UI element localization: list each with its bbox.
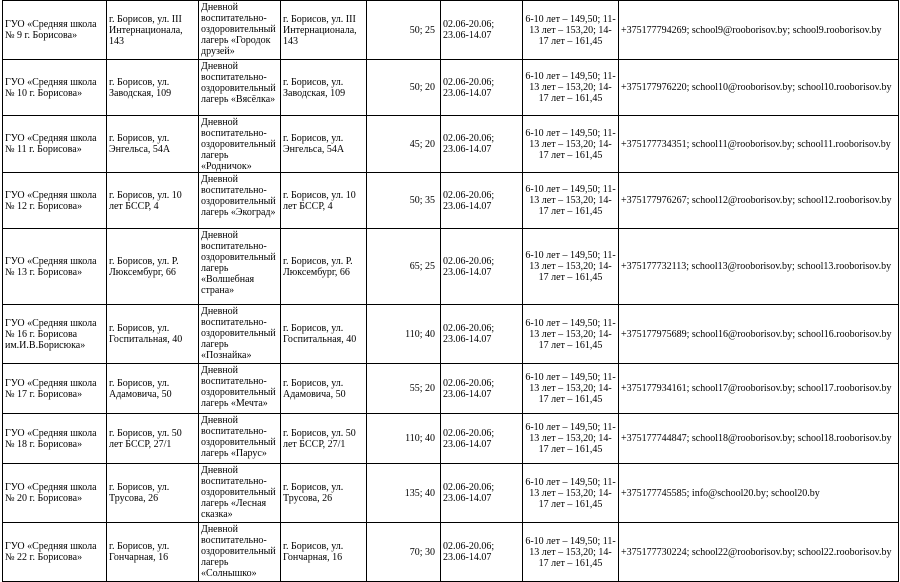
school-name-cell: ГУО «Средняя школа № 17 г. Борисова» [3,364,107,414]
camp-address-cell: г. Борисов, ул. Трусова, 26 [281,464,367,523]
prices-cell: 6-10 лет – 149,50; 11-13 лет – 153,20; 14-17 лет – 161,45 [523,116,619,173]
school-address-cell: г. Борисов, ул. Госпитальная, 40 [107,305,199,364]
contacts-cell: +375177744847; school18@rooborisov.by; school18.rooborisov.by [619,414,899,464]
school-name-cell: ГУО «Средняя школа № 22 г. Борисова» [3,523,107,582]
school-name-cell: ГУО «Средняя школа № 9 г. Борисова» [3,1,107,60]
prices-cell: 6-10 лет – 149,50; 11-13 лет – 153,20; 14-17 лет – 161,45 [523,1,619,60]
camp-name-cell: Дневной воспитательно-оздоровительный лагерь «Городок друзей» [199,1,281,60]
contacts-cell: +375177975689; school16@rooborisov.by; school16.rooborisov.by [619,305,899,364]
camp-address-cell: г. Борисов, ул. 10 лет БССР, 4 [281,173,367,229]
prices-cell: 6-10 лет – 149,50; 11-13 лет – 153,20; 14-17 лет – 161,45 [523,364,619,414]
school-address-cell: г. Борисов, ул. III Интернационала, 143 [107,1,199,60]
camp-name-cell: Дневной воспитательно-оздоровительный лагерь «Вясёлка» [199,60,281,116]
school-name-cell: ГУО «Средняя школа № 20 г. Борисова» [3,464,107,523]
dates-cell: 02.06-20.06; 23.06-14.07 [441,1,523,60]
camp-address-cell: г. Борисов, ул. Гончарная, 16 [281,523,367,582]
contacts-cell: +375177794269; school9@rooborisov.by; school9.rooborisov.by [619,1,899,60]
school-address-cell: г. Борисов, ул. Р. Люксембург, 66 [107,229,199,305]
school-name-cell: ГУО «Средняя школа № 12 г. Борисова» [3,173,107,229]
camp-address-cell: г. Борисов, ул. Заводская, 109 [281,60,367,116]
dates-cell: 02.06-20.06; 23.06-14.07 [441,60,523,116]
contacts-cell: +375177976220; school10@rooborisov.by; school10.rooborisov.by [619,60,899,116]
prices-cell: 6-10 лет – 149,50; 11-13 лет – 153,20; 14-17 лет – 161,45 [523,523,619,582]
camps-table [2,0,899,582]
prices-cell: 6-10 лет – 149,50; 11-13 лет – 153,20; 14-17 лет – 161,45 [523,173,619,229]
capacity-cell: 65; 25 [367,229,441,305]
table-row [3,523,899,582]
contacts-cell: +375177730224; school22@rooborisov.by; school22.rooborisov.by [619,523,899,582]
camp-address-cell: г. Борисов, ул. Госпитальная, 40 [281,305,367,364]
prices-cell: 6-10 лет – 149,50; 11-13 лет – 153,20; 14-17 лет – 161,45 [523,464,619,523]
camp-name-cell: Дневной воспитательно-оздоровительный лагерь «Мечта» [199,364,281,414]
capacity-cell: 110; 40 [367,305,441,364]
camp-address-cell: г. Борисов, ул. Р. Люксембург, 66 [281,229,367,305]
table-row [3,116,899,173]
camp-address-cell: г. Борисов, ул. Адамовича, 50 [281,364,367,414]
camp-address-cell: г. Борисов, ул. III Интернационала, 143 [281,1,367,60]
dates-cell: 02.06-20.06; 23.06-14.07 [441,414,523,464]
prices-cell: 6-10 лет – 149,50; 11-13 лет – 153,20; 14-17 лет – 161,45 [523,305,619,364]
school-name-cell: ГУО «Средняя школа № 16 г. Борисова им.И.В.Борисюка» [3,305,107,364]
capacity-cell: 55; 20 [367,364,441,414]
capacity-cell: 110; 40 [367,414,441,464]
table-row [3,464,899,523]
contacts-cell: +375177732113; school13@rooborisov.by; school13.rooborisov.by [619,229,899,305]
camp-name-cell: Дневной воспитательно-оздоровительный лагерь «Экоград» [199,173,281,229]
school-address-cell: г. Борисов, ул. Энгельса, 54А [107,116,199,173]
school-address-cell: г. Борисов, ул. 50 лет БССР, 27/1 [107,414,199,464]
camp-address-cell: г. Борисов, ул. 50 лет БССР, 27/1 [281,414,367,464]
camp-address-cell: г. Борисов, ул. Энгельса, 54А [281,116,367,173]
camp-name-cell: Дневной воспитательно-оздоровительный лагерь «Лесная сказка» [199,464,281,523]
table-row [3,1,899,60]
table-body [3,1,899,582]
capacity-cell: 50; 25 [367,1,441,60]
dates-cell: 02.06-20.06; 23.06-14.07 [441,116,523,173]
capacity-cell: 135; 40 [367,464,441,523]
school-address-cell: г. Борисов, ул. 10 лет БССР, 4 [107,173,199,229]
table-row [3,229,899,305]
camp-name-cell: Дневной воспитательно-оздоровительныйлагерь «Познайка» [199,305,281,364]
school-name-cell: ГУО «Средняя школа № 13 г. Борисова» [3,229,107,305]
dates-cell: 02.06-20.06; 23.06-14.07 [441,173,523,229]
table-row [3,414,899,464]
school-name-cell: ГУО «Средняя школа № 18 г. Борисова» [3,414,107,464]
contacts-cell: +375177734351; school11@rooborisov.by; school11.rooborisov.by [619,116,899,173]
capacity-cell: 45; 20 [367,116,441,173]
dates-cell: 02.06-20.06; 23.06-14.07 [441,229,523,305]
table-row [3,60,899,116]
dates-cell: 02.06-20.06; 23.06-14.07 [441,464,523,523]
dates-cell: 02.06-20.06; 23.06-14.07 [441,523,523,582]
camp-name-cell: Дневной воспитательно-оздоровительный лагерь «Волшебная страна» [199,229,281,305]
camp-name-cell: Дневной воспитательно-оздоровительный лагерь «Родничок» [199,116,281,173]
capacity-cell: 70; 30 [367,523,441,582]
school-name-cell: ГУО «Средняя школа № 11 г. Борисова» [3,116,107,173]
table-row [3,364,899,414]
camp-name-cell: Дневной воспитательно-оздоровительный лагерь «Парус» [199,414,281,464]
dates-cell: 02.06-20.06; 23.06-14.07 [441,305,523,364]
prices-cell: 6-10 лет – 149,50; 11-13 лет – 153,20; 14-17 лет – 161,45 [523,229,619,305]
dates-cell: 02.06-20.06; 23.06-14.07 [441,364,523,414]
capacity-cell: 50; 35 [367,173,441,229]
contacts-cell: +375177745585; info@school20.by; school20.by [619,464,899,523]
school-name-cell: ГУО «Средняя школа № 10 г. Борисова» [3,60,107,116]
school-address-cell: г. Борисов, ул. Адамовича, 50 [107,364,199,414]
school-address-cell: г. Борисов, ул. Гончарная, 16 [107,523,199,582]
school-address-cell: г. Борисов, ул. Трусова, 26 [107,464,199,523]
prices-cell: 6-10 лет – 149,50; 11-13 лет – 153,20; 14-17 лет – 161,45 [523,60,619,116]
contacts-cell: +375177976267; school12@rooborisov.by; school12.rooborisov.by [619,173,899,229]
capacity-cell: 50; 20 [367,60,441,116]
table-row [3,173,899,229]
table-row [3,305,899,364]
camp-name-cell: Дневной воспитательно-оздоровительный лагерь «Солнышко» [199,523,281,582]
contacts-cell: +375177934161; school17@rooborisov.by; school17.rooborisov.by [619,364,899,414]
prices-cell: 6-10 лет – 149,50; 11-13 лет – 153,20; 14-17 лет – 161,45 [523,414,619,464]
school-address-cell: г. Борисов, ул. Заводская, 109 [107,60,199,116]
